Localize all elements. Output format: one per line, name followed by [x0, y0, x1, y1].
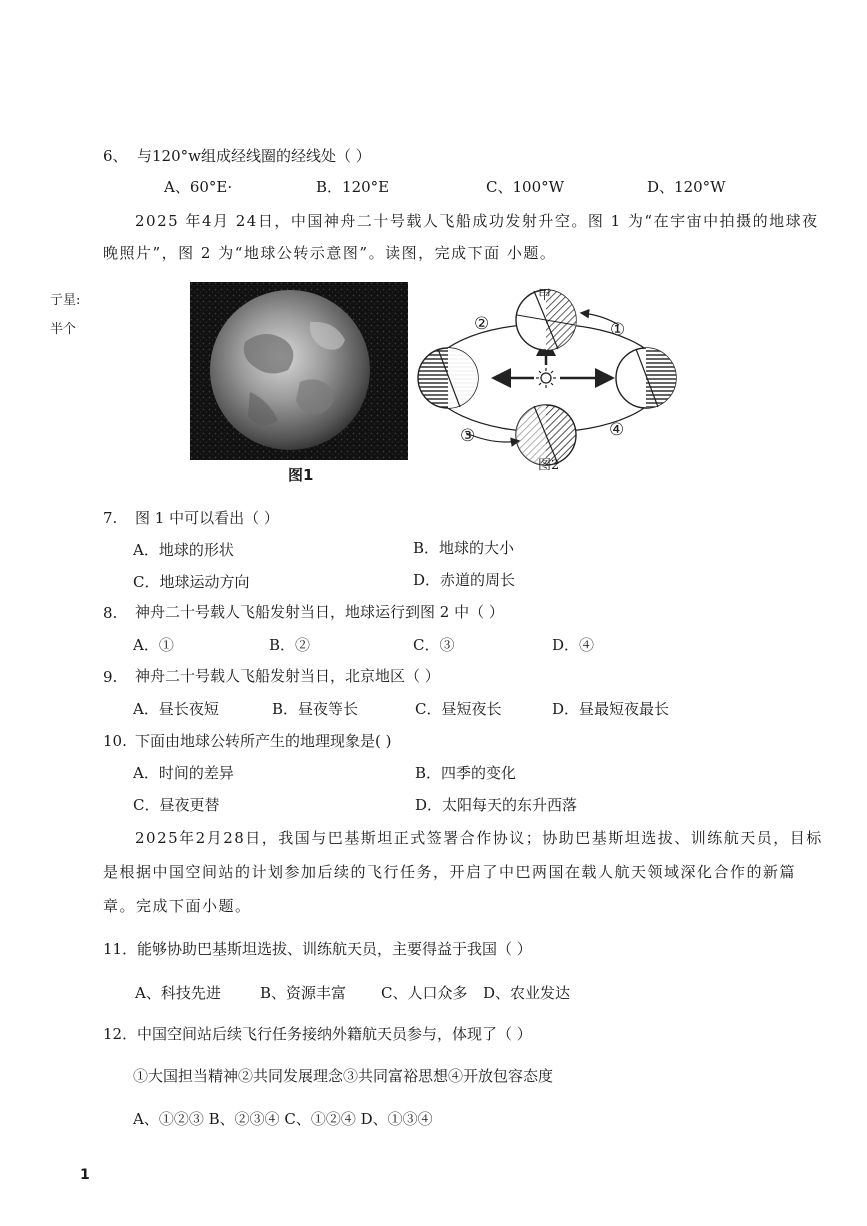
side-note-line1: 亍星:: [50, 293, 81, 308]
q6-number: 6、: [103, 147, 128, 165]
q8-option-b: B．②: [269, 636, 311, 654]
q11-option-d: D、农业发达: [483, 984, 571, 1002]
q8-stem: 神舟二十号载人飞船发射当日，地球运行到图 2 中（ ）: [135, 603, 504, 621]
figure2-revolution-diagram: [414, 285, 684, 475]
q12-statements: ①大国担当精神②共同发展理念③共同富裕思想④开放包容态度: [133, 1067, 554, 1085]
figure1-caption: 图1: [288, 466, 314, 484]
q12-number: 12．: [103, 1025, 138, 1043]
q6-option-c: C、100°W: [486, 178, 565, 196]
q8-option-c: C．③: [413, 636, 455, 654]
q10-option-c: C．昼夜更替: [133, 796, 220, 814]
q10-option-b: B．四季的变化: [415, 764, 517, 782]
q9-option-a: A．昼长夜短: [133, 700, 219, 718]
q7-option-b: B．地球的大小: [413, 539, 515, 557]
q7-number: 7.: [103, 509, 118, 527]
q10-option-a: A．时间的差异: [133, 764, 234, 782]
q9-stem: 神舟二十号载人飞船发射当日，北京地区（ ）: [135, 667, 440, 685]
q9-option-d: D．昼最短夜最长: [552, 700, 670, 718]
q8-number: 8.: [103, 604, 118, 622]
figure2-position-3: ③: [460, 426, 476, 446]
figure2-caption: 图2: [538, 458, 560, 473]
page-number: 1: [80, 1167, 90, 1183]
side-note-line2: 半个: [50, 322, 77, 337]
q11-number: 11．: [103, 940, 138, 958]
q7-option-c: C．地球运动方向: [133, 573, 250, 591]
q9-option-c: C．昼短夜长: [415, 700, 502, 718]
q8-option-d: D．④: [552, 636, 595, 654]
q8-option-a: A．①: [133, 636, 174, 654]
passage2-line1: 2025年2月28日，我国与巴基斯坦正式签署合作协议；协助巴基斯坦选拔、训练航天员，目标: [135, 829, 823, 847]
passage2-line3: 章。完成下面小题。: [103, 897, 252, 915]
figure2-position-2: ②: [474, 314, 490, 334]
q9-option-b: B．昼夜等长: [272, 700, 359, 718]
q7-option-a: A．地球的形状: [133, 541, 234, 559]
q6-stem: 与120°w组成经线圈的经线处（ ）: [137, 147, 371, 165]
figure2-position-4: ④: [609, 420, 625, 440]
q6-option-b: B．120°E: [316, 178, 390, 196]
q11-option-a: A、科技先进: [135, 984, 221, 1002]
q10-option-d: D．太阳每天的东升西落: [415, 796, 578, 814]
q11-option-b: B、资源丰富: [260, 984, 347, 1002]
figure2-label-top: 甲: [538, 288, 552, 303]
q11-option-c: C、人口众多: [381, 984, 468, 1002]
q6-option-d: D、120°W: [647, 178, 726, 196]
q11-stem: 能够协助巴基斯坦选拔、训练航天员，主要得益于我国（ ）: [137, 940, 532, 958]
q9-number: 9.: [103, 668, 118, 686]
figure1-earth-photo: [190, 282, 408, 460]
q10-number: 10.: [103, 732, 127, 750]
figure2-position-1: ①: [610, 320, 626, 340]
passage1-line1: 2025 年4月 24日，中国神舟二十号载人飞船成功发射升空。图 1 为“在宇宙中拍摄的地球夜: [135, 212, 819, 230]
q6-option-a: A、60°E·: [164, 178, 233, 196]
q12-options: A、①②③ B、②③④ C、①②④ D、①③④: [133, 1110, 433, 1128]
passage2-line2: 是根据中国空间站的计划参加后续的飞行任务，开启了中巴两国在载人航天领域深化合作的新篇: [103, 863, 797, 881]
q12-stem: 中国空间站后续飞行任务接纳外籍航天员参与，体现了（ ）: [137, 1025, 532, 1043]
q7-stem: 图 1 中可以看出（ ）: [135, 509, 279, 527]
q10-stem: 下面由地球公转所产生的地理现象是( ): [135, 732, 392, 750]
q7-option-d: D．赤道的周长: [413, 571, 516, 589]
passage1-line2: 晚照片”，图 2 为“地球公转示意图”。读图，完成下面 小题。: [103, 244, 557, 262]
